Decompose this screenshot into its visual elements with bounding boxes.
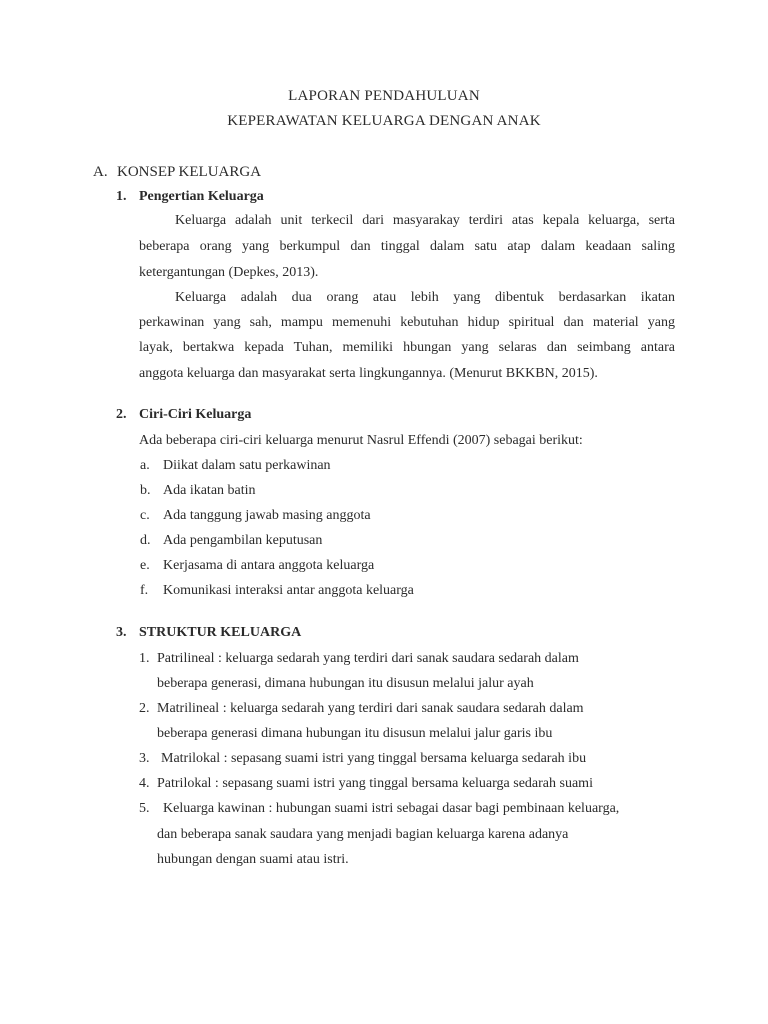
list-marker: 5. — [139, 801, 150, 816]
list-item-continuation: beberapa generasi dimana hubungan itu disusun melalui jalur garis ibu — [157, 726, 553, 741]
list-item-continuation: beberapa generasi, dimana hubungan itu disusun melalui jalur ayah — [157, 676, 534, 691]
list-marker: d. — [140, 533, 151, 548]
document-title: LAPORAN PENDAHULUAN — [288, 88, 480, 104]
list-marker: 1. — [139, 651, 150, 666]
list-marker: b. — [140, 483, 151, 498]
document-subtitle: KEPERAWATAN KELUARGA DENGAN ANAK — [227, 113, 541, 129]
list-item: Kerjasama di antara anggota keluarga — [163, 558, 375, 573]
paragraph-line: Keluarga adalah unit terkecil dari masyarakay terdiri atas kepala keluarga, serta — [175, 213, 675, 228]
list-marker: e. — [140, 558, 150, 573]
list-item: Matrilokal : sepasang suami istri yang tinggal bersama keluarga sedarah ibu — [161, 751, 587, 766]
list-item: Matrilineal : keluarga sedarah yang terdiri dari sanak saudara sedarah dalam — [157, 701, 584, 716]
paragraph-line: Keluarga adalah dua orang atau lebih yang dibentuk berdasarkan ikatan — [175, 290, 675, 305]
sub3-title: STRUKTUR KELUARGA — [139, 625, 302, 640]
list-item: Komunikasi interaksi antar anggota keluarga — [163, 583, 414, 598]
list-item-continuation: hubungan dengan suami atau istri. — [157, 852, 349, 867]
paragraph-line: beberapa orang yang berkumpul dan tinggal dalam satu atap dalam keadaan saling — [139, 239, 675, 254]
section-a-marker: A. — [93, 164, 108, 180]
list-item: Ada tanggung jawab masing anggota — [163, 508, 371, 523]
list-item: Diikat dalam satu perkawinan — [163, 458, 331, 473]
list-marker: f. — [140, 583, 149, 598]
sub2-number: 2. — [116, 407, 127, 422]
list-item: Patrilineal : keluarga sedarah yang terdiri dari sanak saudara sedarah dalam — [157, 651, 579, 666]
paragraph-line: anggota keluarga dan masyarakat serta lingkungannya. (Menurut BKKBN, 2015). — [139, 366, 598, 381]
paragraph-line: ketergantungan (Depkes, 2013). — [139, 265, 319, 280]
list-marker: 4. — [139, 776, 150, 791]
section-a-title: KONSEP KELUARGA — [117, 164, 262, 180]
list-item: Keluarga kawinan : hubungan suami istri sebagai dasar bagi pembinaan keluarga, — [163, 801, 620, 816]
sub2-title: Ciri-Ciri Keluarga — [139, 407, 252, 422]
paragraph-line: perkawinan yang sah, mampu memenuhi kebutuhan hidup spiritual dan material yang — [139, 315, 675, 330]
list-marker: c. — [140, 508, 150, 523]
list-item: Patrilokal : sepasang suami istri yang tinggal bersama keluarga sedarah suami — [157, 776, 593, 791]
list-item: Ada ikatan batin — [163, 483, 256, 498]
sub3-number: 3. — [116, 625, 127, 640]
list-marker: 2. — [139, 701, 150, 716]
sub1-title: Pengertian Keluarga — [139, 189, 264, 204]
list-item: Ada pengambilan keputusan — [163, 533, 323, 548]
sub1-number: 1. — [116, 189, 127, 204]
sub2-intro: Ada beberapa ciri-ciri keluarga menurut Nasrul Effendi (2007) sebagai berikut: — [139, 433, 583, 448]
list-item-continuation: dan beberapa sanak saudara yang menjadi bagian keluarga karena adanya — [157, 827, 569, 842]
paragraph-line: layak, bertakwa kepada Tuhan, memiliki hbungan yang selaras dan seimbang antara — [139, 340, 675, 355]
list-marker: a. — [140, 458, 150, 473]
list-marker: 3. — [139, 751, 150, 766]
